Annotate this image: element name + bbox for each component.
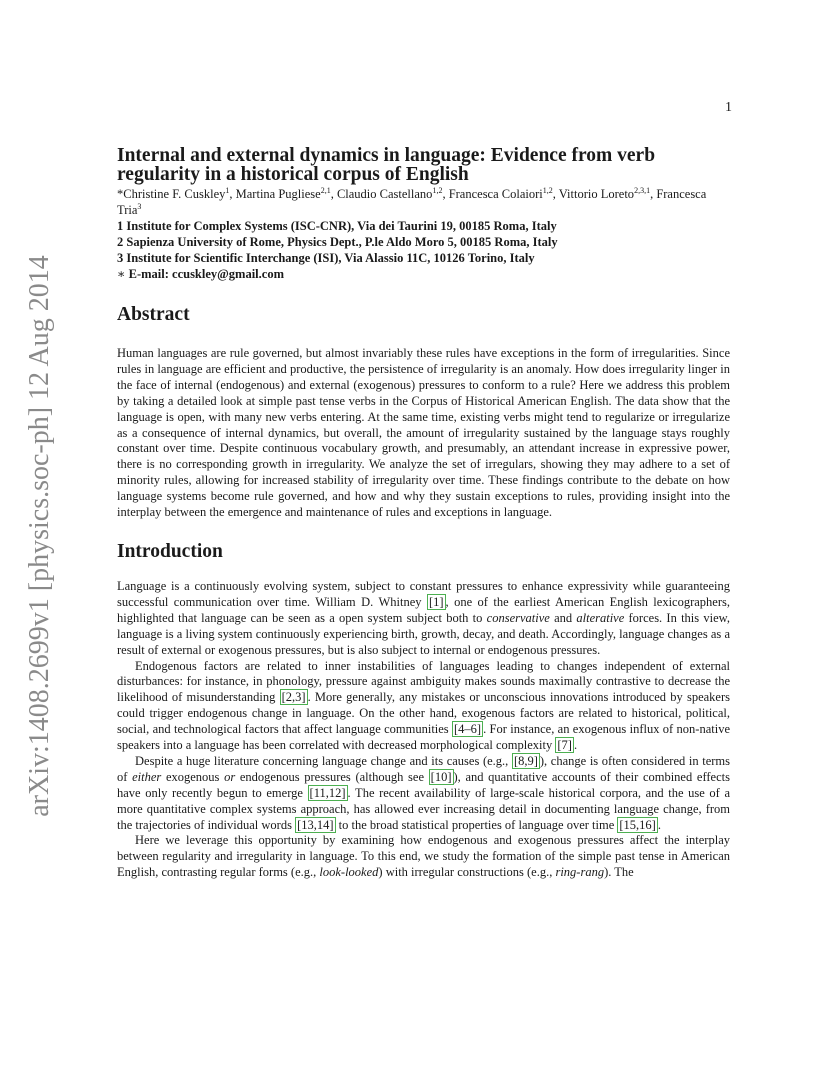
arxiv-side-identifier: arXiv:1408.2699v1 [physics.soc-ph] 12 Aug 2014 bbox=[24, 255, 55, 817]
abstract-text: Human languages are rule governed, but almost invariably these rules have exceptions in the form of irregularities. Since rules in language are efficient and productive, the persistence of irregularity is an anomaly. How does irregularity linger in the face of internal (endogenous) and external (exogenous) pressures to conform to a rule? Here we address this problem by taking a detailed look at simple past tense verbs in the Corpus of Historical American English. The data show that the language is open, with many new verbs entering. At the same time, existing verbs might tend to regularize or irregularize as a consequence of internal dynamics, but overall, the amount of irregularity sustained by the language stays roughly constant over time. Despite continuous vocabulary growth, and presumably, an attendant increase in expressive power, there is no corresponding growth in irregularity. We analyze the set of irregulars, showing they may adhere to a set of minority rules, allowing for increased stability of irregularity over time. These findings contribute to the debate on how language systems become rule governed, and how and why they sustain exceptions to rules, providing insight into the interplay between the emergence and maintenance of rules and exceptions in language. bbox=[117, 346, 730, 520]
citation-link[interactable]: [7] bbox=[557, 738, 572, 753]
emphasis: conservative bbox=[486, 610, 550, 625]
author-name: *Christine F. Cuskley bbox=[117, 187, 226, 201]
author-affiliation-marker: 1 bbox=[225, 185, 230, 195]
author-affiliation-marker: 2,1 bbox=[320, 185, 331, 195]
citation-link[interactable]: [10] bbox=[430, 769, 452, 784]
author-affiliation-marker: 1,2 bbox=[542, 185, 553, 195]
citation-link[interactable]: [8,9] bbox=[513, 753, 538, 768]
citation-link[interactable]: [13,14] bbox=[297, 817, 334, 832]
abstract-heading: Abstract bbox=[117, 304, 190, 325]
affiliation-1: 1 Institute for Complex Systems (ISC-CNR), Via dei Taurini 19, 00185 Roma, Italy bbox=[117, 219, 557, 233]
author-affiliation-marker: 3 bbox=[137, 201, 142, 211]
email-marker: ∗ bbox=[117, 267, 129, 281]
emphasis: look-looked bbox=[319, 865, 379, 880]
author-affiliation-marker: 1,2 bbox=[432, 185, 443, 195]
emphasis: either bbox=[132, 769, 162, 784]
author-affiliation-marker: 2,3,1 bbox=[634, 185, 651, 195]
intro-paragraph-4: Here we leverage this opportunity by examining how endogenous and exogenous pressures affect the interplay between regularity and irregularity in language. To this end, we study the formation of the simple past tense in American English, contrasting regular forms (e.g., look-looked) with irregular constructions (e.g., ring-rang). The bbox=[117, 833, 730, 880]
affiliation-2: 2 Sapienza University of Rome, Physics Dept., P.le Aldo Moro 5, 00185 Roma, Italy bbox=[117, 235, 558, 249]
intro-paragraph-2: Endogenous factors are related to inner instabilities of languages leading to changes independent of external disturbances: for instance, in phonology, pressure against ambiguity makes sounds maximally contrastive to decrease the likelihood of misunderstanding [2,3] . More generally, any mistakes or unconscious innovations introduced by speakers could trigger endogenous change in language. On the other hand, exogenous factors are related to historical, political, social, and technological factors that affect language communities [4–6] . For instance, an exogenous influx of non-native speakers into a language has been correlated with decreased morphological complexity [7] . bbox=[117, 658, 730, 753]
author-name: Francesca Tria bbox=[117, 187, 707, 217]
page-number: 1 bbox=[725, 100, 732, 115]
author-name: Claudio Castellano bbox=[336, 187, 433, 201]
citation-link[interactable]: [4–6] bbox=[454, 722, 482, 737]
citation-link[interactable]: [15,16] bbox=[619, 817, 656, 832]
author-list: *Christine F. Cuskley$^1$, Martina Pugliese$^{2,1}$, Claudio Castellano$^{1,2}$, Francesca Colaiori$^{1,2}$, Vittorio Loreto$^{2,3,1}$, Francesca Tria$^3$ bbox=[117, 185, 707, 217]
author-name: Martina Pugliese bbox=[235, 187, 321, 201]
citation-link[interactable]: [1] bbox=[428, 594, 444, 609]
email-line bbox=[117, 266, 730, 282]
intro-paragraph-1: Language is a continuously evolving system, subject to constant pressures to enhance expressivity while guaranteeing successful communication over time. William D. Whitney [1] , one of the earliest American English lexicographers, highlighted that language can be seen as a open system subject both to conservative and alterative forces. In this view, language is a living system continuously experiencing birth, growth, decay, and death. Accordingly, language changes as a result of external or exogenous pressures, but is also subject to internal or endogenous pressures. bbox=[117, 578, 730, 657]
paper-title: Internal and external dynamics in language: Evidence from verb regularity in a historical corpus of English bbox=[117, 145, 656, 185]
citation-link[interactable]: [2,3] bbox=[281, 690, 306, 705]
emphasis: alterative bbox=[576, 610, 625, 625]
paper-content bbox=[117, 146, 730, 881]
citation-link[interactable]: [11,12] bbox=[309, 785, 346, 800]
emphasis: or bbox=[224, 769, 236, 784]
intro-paragraph-3: Despite a huge literature concerning language change and its causes (e.g., [8,9] ), change is often considered in terms of either exogenous or endogenous pressures (although see [10] ), and quantitative accounts of their combined effects have only recently begun to emerge [11,12] . The recent availability of large-scale historical corpora, and the use of a more quantitative complex systems approach, has allowed ever increasing detail in documenting language change, from the trajectories of individual words [13,14] to the broad statistical properties of language over time [15,16] . bbox=[117, 753, 731, 832]
email-address: E-mail: ccuskley@gmail.com bbox=[128, 267, 284, 281]
author-name: Francesca Colaiori bbox=[448, 187, 543, 201]
emphasis: ring-rang bbox=[555, 865, 605, 880]
affiliation-3: 3 Institute for Scientific Interchange (ISI), Via Alassio 11C, 10126 Torino, Italy bbox=[117, 251, 535, 265]
introduction-heading: Introduction bbox=[117, 540, 223, 562]
author-name: Vittorio Loreto bbox=[558, 187, 635, 201]
